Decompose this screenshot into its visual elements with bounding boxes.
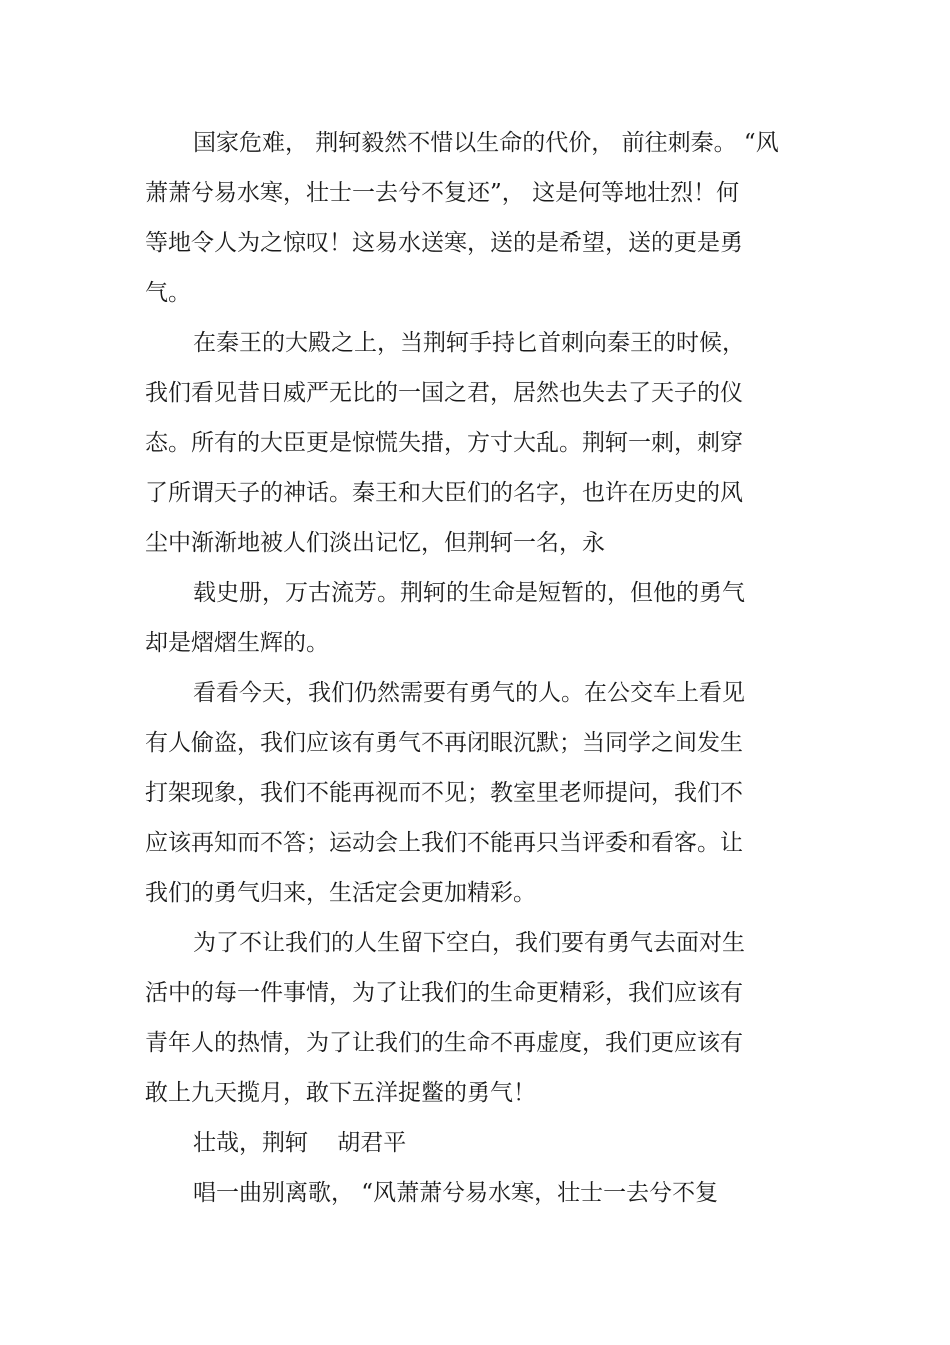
- text-line: 活中的每一件事情，为了让我们的生命更精彩，我们应该有: [145, 980, 743, 1006]
- text-line: 看看今天，我们仍然需要有勇气的人。在公交车上看见: [193, 680, 745, 706]
- text-line: 气。: [145, 280, 191, 306]
- text-line: 却是熠熠生辉的。: [145, 630, 329, 656]
- text-line: 应该再知而不答；运动会上我们不能再只当评委和看客。让: [145, 830, 743, 856]
- article-title: 壮哉，荆轲 胡君平: [193, 1130, 407, 1156]
- text-line: 态。所有的大臣更是惊慌失措，方寸大乱。荆轲一刺，刺穿: [145, 430, 743, 456]
- text-line: 打架现象，我们不能再视而不见；教室里老师提问，我们不: [145, 780, 743, 806]
- text-line: 为了不让我们的人生留下空白，我们要有勇气去面对生: [193, 930, 745, 956]
- text-line: 敢上九天揽月，敢下五洋捉鳖的勇气！: [145, 1080, 536, 1106]
- text-line: 萧萧兮易水寒，壮士一去兮不复还”， 这是何等地壮烈！何: [145, 180, 740, 206]
- text-line: 我们的勇气归来，生活定会更加精彩。: [145, 880, 536, 906]
- text-line: 唱一曲别离歌， “风萧萧兮易水寒，壮士一去兮不复: [193, 1180, 719, 1206]
- text-line: 青年人的热情，为了让我们的生命不再虚度，我们更应该有: [145, 1030, 743, 1056]
- text-line: 载史册，万古流芳。荆轲的生命是短暂的，但他的勇气: [193, 580, 745, 606]
- text-line: 等地令人为之惊叹！这易水送寒，送的是希望，送的更是勇: [145, 230, 743, 256]
- text-line: 了所谓天子的神话。秦王和大臣们的名字，也许在历史的风: [145, 480, 743, 506]
- text-line: 在秦王的大殿之上，当荆轲手持匕首刺向秦王的时候，: [193, 330, 745, 356]
- text-line: 尘中渐渐地被人们淡出记忆，但荆轲一名，永: [145, 530, 605, 556]
- text-line: 有人偷盗，我们应该有勇气不再闭眼沉默；当同学之间发生: [145, 730, 743, 756]
- text-line: 我们看见昔日威严无比的一国之君，居然也失去了天子的仪: [145, 380, 743, 406]
- text-line: 国家危难， 荆轲毅然不惜以生命的代价， 前往刺秦。 “风: [193, 130, 779, 156]
